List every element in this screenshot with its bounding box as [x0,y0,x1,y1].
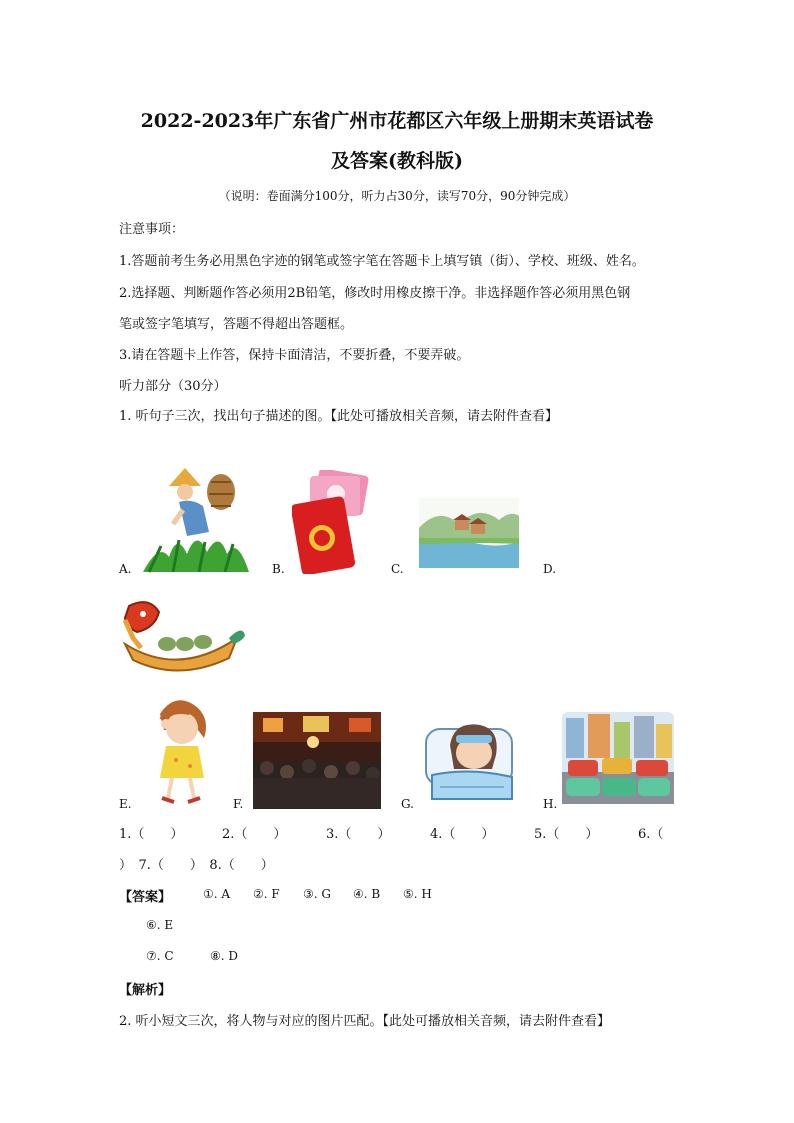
answer-6: ⑥. E [146,918,174,932]
answer-7: ⑦. C [146,949,174,963]
analysis-label: 【解析】 [119,983,172,998]
option-e-label: E. [119,797,132,811]
red-envelope-image [292,470,372,574]
question-2: 2. 听小短文三次，将人物与对应的图片匹配。【此处可播放相关音频，请去附件查看】 [119,1014,611,1029]
notice-3: 3.请在答题卡上作答，保持卡面清洁，不要折叠，不要弄破。 [119,348,470,363]
answer-1: ①. A [203,887,231,901]
blank-6[interactable]: 6.（ [638,827,664,842]
blank-4[interactable]: 4.（ ） [430,827,495,842]
answer-8: ⑧. D [210,949,239,963]
option-b-label: B. [272,562,285,576]
tea-farmer-image [139,462,251,574]
doc-title-line2: 及答案(教科版) [331,150,463,172]
exam-note: （说明：卷面满分100分，听力占30分，读写70分，90分钟完成） [218,189,576,203]
notice-2a: 2.选择题、判断题作答必须用2B铅笔，修改时用橡皮擦干净。非选择题作答必须用黑色钢 [119,286,631,301]
village-river-image [419,498,519,568]
answer-4: ④. B [353,887,381,901]
sick-child-image [420,715,520,807]
doc-title-line1: 2022-2023年广东省广州市花都区六年级上册期末英语试卷 [140,110,654,132]
blanks-row-2[interactable]: ） 7.（ ） 8.（ ） [119,858,274,873]
blank-5[interactable]: 5.（ ） [534,827,599,842]
listening-heading: 听力部分（30分） [119,379,227,394]
question-1: 1. 听句子三次，找出句子描述的图。【此处可播放相关音频，请去附件查看】 [119,409,559,424]
answer-2: ②. F [253,887,280,901]
crowded-street-image [253,712,381,809]
option-h-label: H. [543,797,558,811]
blank-1[interactable]: 1.（ ） [119,827,184,842]
notice-1: 1.答题前考生务必用黑色字迹的钢笔或签字笔在答题卡上填写镇（街）、学校、班级、姓名。 [119,254,645,269]
notice-heading: 注意事项： [119,222,185,237]
option-d-label: D. [543,562,557,576]
blank-3[interactable]: 3.（ ） [326,827,391,842]
notice-2b: 笔或签字笔填写，答题不得超出答题框。 [119,317,354,332]
dragon-boat-image [119,598,249,678]
answer-3: ③. G [303,887,331,901]
option-c-label: C. [391,562,404,576]
blank-2[interactable]: 2.（ ） [222,827,287,842]
option-a-label: A. [119,562,132,576]
girl-headache-image [146,690,216,806]
answer-label: 【答案】 [119,890,172,905]
traffic-jam-image [562,712,674,804]
option-f-label: F. [233,797,244,811]
answer-5: ⑤. H [403,887,432,901]
option-g-label: G. [401,797,414,811]
